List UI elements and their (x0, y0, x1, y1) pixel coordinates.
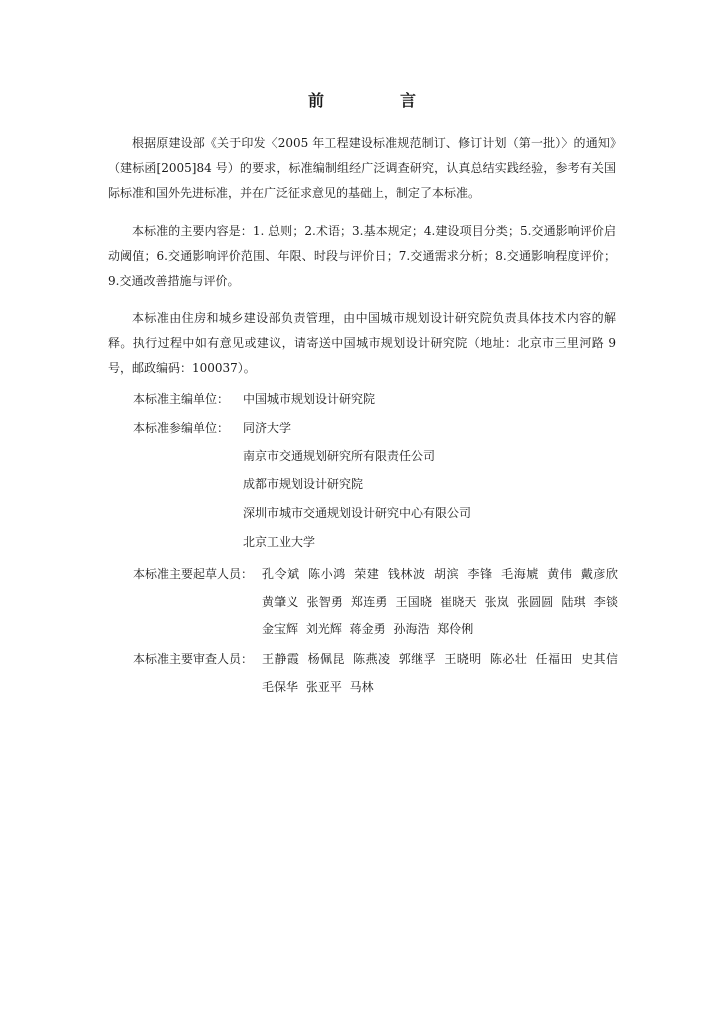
participating-unit-4: 深圳市城市交通规划设计研究中心有限公司 (243, 506, 472, 520)
preface-paragraph-basis: 根据原建设部《关于印发〈2005 年工程建设标准规范制订、修订计划（第一批）〉的通知》（建标函[2005]84 号）的要求，标准编制组经广泛调查研究，认真总结实践经验，参考有关国际标准和国外先进标准，并在广泛征求意见的基础上，制定了本标准。 (108, 136, 616, 200)
preface-paragraph-contents: 本标准的主要内容是：1. 总则；2.术语；3.基本规定；4.建设项目分类；5.交通影响评价启动阈值；6.交通影响评价范围、年限、时段与评价日；7.交通需求分析；8.交通影响程度评价；9.交通改善措施与评价。 (108, 224, 616, 288)
participating-unit-3: 成都市规划设计研究院 (243, 477, 364, 491)
drafters-names: 孔令斌 陈小鸿 荣建 钱林波 胡滨 李锋 毛海虓 黄伟 戴彦欣 黄肇义 张智勇 郑连勇 王国晓 崔晓天 张岚 张圆圆 陆琪 李锬 金宝辉 刘光辉 蒋金勇 孙海浩 郑伶俐 (262, 567, 618, 636)
drafters-label: 本标准主要起草人员： (133, 567, 254, 581)
participating-unit-1: 同济大学 (243, 421, 292, 435)
participating-unit-5: 北京工业大学 (243, 535, 316, 549)
participating-units-label: 本标准参编单位： (133, 421, 230, 435)
reviewers-names: 王静霞 杨佩昆 陈燕凌 郭继孚 王晓明 陈必壮 任福田 史其信 毛保华 张亚平 马林 (262, 652, 618, 694)
chief-unit-label: 本标准主编单位： (133, 392, 230, 406)
participating-unit-2: 南京市交通规划研究所有限责任公司 (243, 449, 436, 463)
page-title: 前 言 (307, 91, 446, 110)
reviewers-label: 本标准主要审查人员： (133, 652, 254, 666)
chief-unit-value: 中国城市规划设计研究院 (243, 392, 376, 406)
preface-paragraph-management: 本标准由住房和城乡建设部负责管理，由中国城市规划设计研究院负责具体技术内容的解释。执行过程中如有意见或建议，请寄送中国城市规划设计研究院（地址：北京市三里河路 9 号，邮政编码：100037）。 (108, 311, 616, 375)
